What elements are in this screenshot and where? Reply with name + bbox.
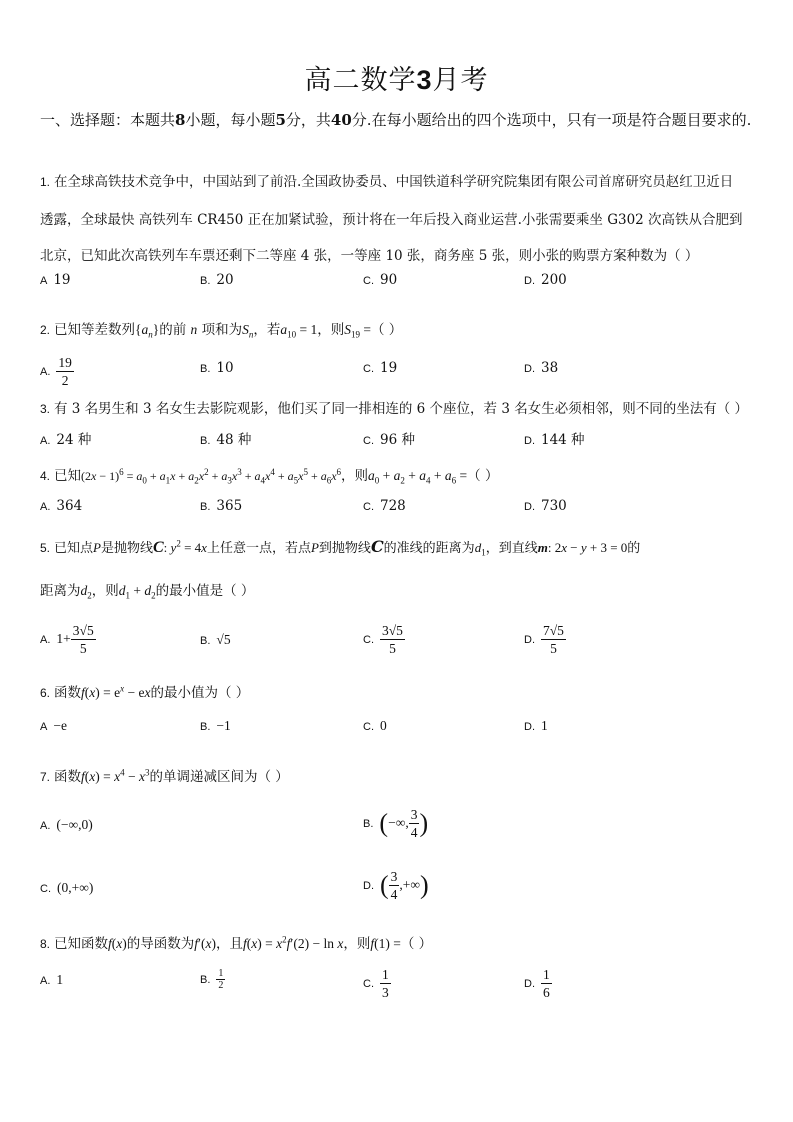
option-label: C. — [363, 634, 374, 646]
formula: m: 2x − y + 3 = 0 — [537, 540, 628, 555]
option-b[interactable] — [363, 806, 428, 841]
option-label: A. — [40, 820, 51, 832]
formula: $d_2$ — [80, 583, 92, 601]
option-label: D. — [524, 978, 535, 990]
option-d[interactable] — [524, 272, 567, 288]
option-a[interactable] — [40, 817, 93, 833]
option-label: A — [40, 275, 48, 287]
formula: f′(x) — [194, 936, 216, 951]
formula: $(2x - 1)^6 = a_0 + a_1x + a_2x^2 + a_3x^3 + a_4x^4 + a_5x^5 + a_6x^6$ — [81, 467, 342, 486]
option-label: D. — [363, 880, 374, 892]
option-c[interactable] — [363, 272, 397, 288]
option-label: B. — [200, 501, 211, 513]
formula: f(x) — [108, 936, 127, 951]
question-number: 2. — [40, 323, 51, 337]
formula: $a_{10} = 1$ — [280, 322, 318, 340]
question-text: 是抛物线 — [100, 541, 153, 556]
fraction — [541, 966, 552, 1001]
option-text: 0 — [380, 718, 387, 733]
question-text: ，若 — [253, 322, 281, 338]
option-label: B. — [200, 275, 211, 287]
option-c[interactable] — [363, 966, 391, 1001]
question-text: 的单调递减区间为（ ） — [149, 769, 289, 785]
question-6-stem — [40, 681, 249, 701]
option-label: C. — [363, 275, 374, 287]
option-text: 144 种 — [541, 432, 585, 448]
question-5-line-1 — [40, 537, 640, 558]
option-d[interactable] — [524, 428, 585, 448]
question-2-stem — [40, 318, 402, 340]
section-total: 40 — [330, 111, 352, 129]
option-text: 365 — [216, 498, 243, 514]
numerator: 1 — [382, 967, 389, 982]
option-text: 1 — [56, 972, 64, 987]
question-text: 的最小值是（ ） — [155, 583, 255, 599]
option-d[interactable] — [524, 966, 552, 1001]
question-text: 已知 — [54, 468, 82, 484]
option-label: A. — [40, 501, 51, 513]
fraction — [389, 868, 400, 903]
formula: $a_0 + a_2 + a_4 + a_6$ = — [368, 468, 468, 486]
option-text: 730 — [541, 498, 567, 514]
denominator: 5 — [389, 641, 396, 656]
option-a[interactable] — [40, 354, 74, 389]
question-text: 的准线的距离为 — [383, 541, 475, 556]
question-text: 的最小值为（ ） — [150, 685, 250, 701]
option-b[interactable] — [200, 968, 225, 991]
option-c[interactable] — [40, 880, 93, 896]
question-text: 的前 — [159, 322, 187, 338]
option-label: C. — [363, 978, 374, 990]
title-text: 高二数学 — [304, 65, 417, 96]
option-d[interactable] — [524, 498, 567, 514]
option-text: 728 — [380, 498, 406, 514]
formula: P — [93, 540, 101, 555]
option-label: A. — [40, 435, 51, 447]
option-label: B. — [200, 435, 211, 447]
option-label: C. — [363, 501, 374, 513]
option-c[interactable] — [363, 428, 415, 448]
option-text: 364 — [56, 498, 83, 514]
numerator: 3 — [410, 807, 418, 822]
option-text: 1+ — [56, 631, 71, 646]
option-d[interactable] — [524, 360, 558, 376]
numerator: 3√5 — [72, 623, 94, 638]
option-label: B. — [200, 363, 211, 375]
formula: n — [190, 322, 198, 337]
right-paren: ) — [420, 870, 429, 900]
option-b[interactable] — [200, 498, 242, 514]
fraction — [409, 806, 420, 841]
option-d[interactable] — [363, 868, 429, 903]
question-text: ，且 — [216, 936, 243, 952]
question-text: （ ） — [400, 936, 433, 952]
question-text: 已知点 — [54, 541, 94, 556]
option-text: 38 — [541, 360, 559, 376]
formula: $S_{19}$ = — [344, 322, 371, 340]
formula: $S_n$ — [242, 322, 254, 340]
denominator: 5 — [79, 641, 87, 656]
option-text: 96 种 — [380, 432, 415, 448]
option-label: A — [40, 721, 48, 733]
option-text: (−∞,0) — [56, 817, 93, 832]
option-text: −e — [53, 718, 67, 733]
option-text: 24 种 — [56, 432, 92, 448]
option-label: C. — [363, 721, 374, 733]
question-1-line-1 — [40, 170, 733, 190]
right-paren: ) — [419, 808, 429, 838]
question-text: 北京，已知此次高铁列车车票还剩下二等座 4 张，一等座 10 张，商务座 5 张，则小张的购票方案种数为（ ） — [40, 248, 699, 264]
question-3-stem — [40, 397, 748, 417]
question-1-line-3 — [40, 244, 698, 264]
fraction — [71, 622, 96, 657]
option-a[interactable] — [40, 622, 96, 657]
numerator: 19 — [58, 355, 72, 370]
option-b[interactable] — [200, 428, 251, 448]
option-text: 200 — [541, 272, 567, 288]
numerator: 7√5 — [543, 623, 564, 638]
question-text: ，则 — [343, 936, 371, 952]
option-text: 48 种 — [216, 432, 252, 448]
formula: $\{a_n\}$ — [135, 322, 160, 340]
option-c[interactable] — [363, 498, 406, 514]
option-d[interactable] — [524, 718, 548, 734]
option-text: √5 — [216, 632, 231, 647]
question-text: （ ） — [467, 468, 499, 484]
denominator: 5 — [550, 641, 557, 656]
denominator: 3 — [382, 985, 389, 1000]
question-text: 的 — [627, 541, 641, 556]
question-7-stem — [40, 765, 289, 785]
question-number: 4. — [40, 469, 51, 483]
question-text: 函数 — [54, 685, 82, 701]
section-text: 小题，每小题 — [185, 111, 276, 129]
option-b[interactable] — [200, 632, 231, 648]
option-label: B. — [363, 818, 374, 830]
section-points: 5 — [275, 111, 286, 129]
section-text: 一、选择题：本题共 — [40, 111, 176, 129]
question-text: 已知等差数列 — [54, 322, 136, 338]
denominator: 4 — [410, 825, 418, 840]
option-text: −1 — [216, 718, 231, 733]
question-text: 的导函数为 — [126, 936, 195, 952]
option-text: (0,+∞) — [57, 880, 94, 895]
denominator: 4 — [390, 887, 398, 902]
option-c[interactable] — [363, 360, 397, 376]
option-label: D. — [524, 363, 535, 375]
option-b[interactable] — [200, 360, 234, 376]
numerator: 3 — [390, 869, 398, 884]
fraction — [56, 354, 74, 389]
question-text: 已知函数 — [54, 936, 109, 952]
question-text: 函数 — [54, 769, 82, 785]
option-label: C. — [40, 883, 51, 895]
question-text: 有 3 名男生和 3 名女生去影院观影，他们买了同一排相连的 6 个座位，若 3 名女生必须相邻，则不同的坐法有（ ） — [54, 401, 748, 417]
option-text: 19 — [380, 360, 398, 376]
question-text: ，则 — [91, 583, 119, 599]
question-number: 3. — [40, 402, 51, 416]
option-c[interactable] — [363, 622, 405, 657]
question-text: 距离为 — [40, 583, 81, 599]
option-label: D. — [524, 435, 535, 447]
option-label: D. — [524, 721, 535, 733]
left-paren: ( — [380, 870, 389, 900]
formula: C: $y^2 = 4x$ — [153, 538, 207, 556]
left-paren: ( — [379, 808, 389, 838]
title-suffix: 月考 — [432, 65, 489, 96]
question-text: ，则 — [317, 322, 345, 338]
option-label: C. — [363, 363, 374, 375]
denominator: 2 — [218, 980, 224, 991]
title-number: 3 — [416, 65, 433, 95]
question-number: 5. — [40, 541, 51, 555]
option-label: D. — [524, 501, 535, 513]
option-label: A. — [40, 634, 51, 646]
numerator: 3√5 — [382, 623, 403, 638]
fraction — [216, 968, 225, 991]
question-text: （ ） — [370, 322, 403, 338]
option-text: ,+∞ — [399, 877, 421, 892]
section-text: 分，共 — [285, 111, 331, 129]
option-label: B. — [200, 721, 211, 733]
option-a[interactable] — [40, 272, 71, 288]
question-1-line-2 — [40, 208, 743, 228]
option-d[interactable] — [524, 622, 566, 657]
formula: f(1) = — [370, 936, 401, 951]
option-text: 10 — [216, 360, 234, 376]
formula: $f(x) = x^2f'(2) - \ln x$ — [243, 934, 344, 951]
option-b[interactable] — [200, 272, 234, 288]
option-a[interactable] — [40, 498, 82, 514]
option-label: A. — [40, 975, 51, 987]
question-5-line-2 — [40, 579, 254, 601]
question-text: 项和为 — [201, 322, 243, 338]
question-number: 6. — [40, 686, 51, 700]
section-count: 8 — [175, 111, 186, 129]
option-a[interactable] — [40, 718, 67, 734]
question-text: ，则 — [341, 468, 369, 484]
option-text: 1 — [541, 718, 548, 733]
numerator: 1 — [543, 967, 550, 982]
option-b[interactable] — [200, 718, 231, 734]
fraction — [380, 966, 391, 1001]
option-text: 20 — [216, 272, 234, 288]
question-text: 在全球高铁技术竞争中，中国站到了前沿.全国政协委员、中国铁道科学研究院集团有限公司首席研究员赵红卫近日 — [54, 174, 734, 190]
denominator: 6 — [543, 985, 550, 1000]
question-number: 1. — [40, 175, 51, 189]
question-4-stem — [40, 464, 498, 486]
option-text: 19 — [53, 272, 71, 288]
page-title — [0, 58, 793, 97]
question-text: 透露，全球最快 高铁列车 CR450 正在加紧试验，预计将在一年后投入商业运营.小张需要乘坐 G302 次高铁从合肥到 — [40, 212, 743, 228]
formula: $d_1$ — [474, 540, 486, 558]
option-label: B. — [200, 974, 211, 986]
section-text: 分.在每小题给出的四个选项中，只有一项是符合题目要求的. — [351, 111, 752, 129]
question-text: 上任意一点，若点 — [206, 541, 311, 556]
option-label: A. — [40, 366, 51, 378]
numerator: 1 — [218, 968, 224, 979]
option-text: 90 — [380, 272, 398, 288]
question-8-stem — [40, 932, 432, 952]
denominator: 2 — [61, 373, 69, 388]
formula: $f(x) = e^x$ − ex — [81, 683, 151, 700]
option-c[interactable] — [363, 718, 387, 734]
fraction — [541, 622, 566, 657]
option-label: D. — [524, 634, 535, 646]
option-a[interactable] — [40, 428, 91, 448]
formula: P — [310, 540, 319, 555]
question-text: ，到直线 — [485, 541, 538, 556]
formula: C — [370, 537, 384, 556]
formula: $d_1 + d_2$ — [118, 583, 156, 601]
section-heading — [40, 104, 760, 137]
option-a[interactable] — [40, 972, 63, 988]
question-text: 到抛物线 — [318, 541, 371, 556]
question-number: 8. — [40, 937, 51, 951]
question-number: 7. — [40, 770, 51, 784]
option-text: −∞, — [388, 815, 409, 830]
formula: $f(x) = x^4 - x^3$ — [81, 767, 150, 784]
option-label: B. — [200, 635, 211, 647]
option-label: D. — [524, 275, 535, 287]
fraction — [380, 622, 405, 657]
option-label: C. — [363, 435, 374, 447]
